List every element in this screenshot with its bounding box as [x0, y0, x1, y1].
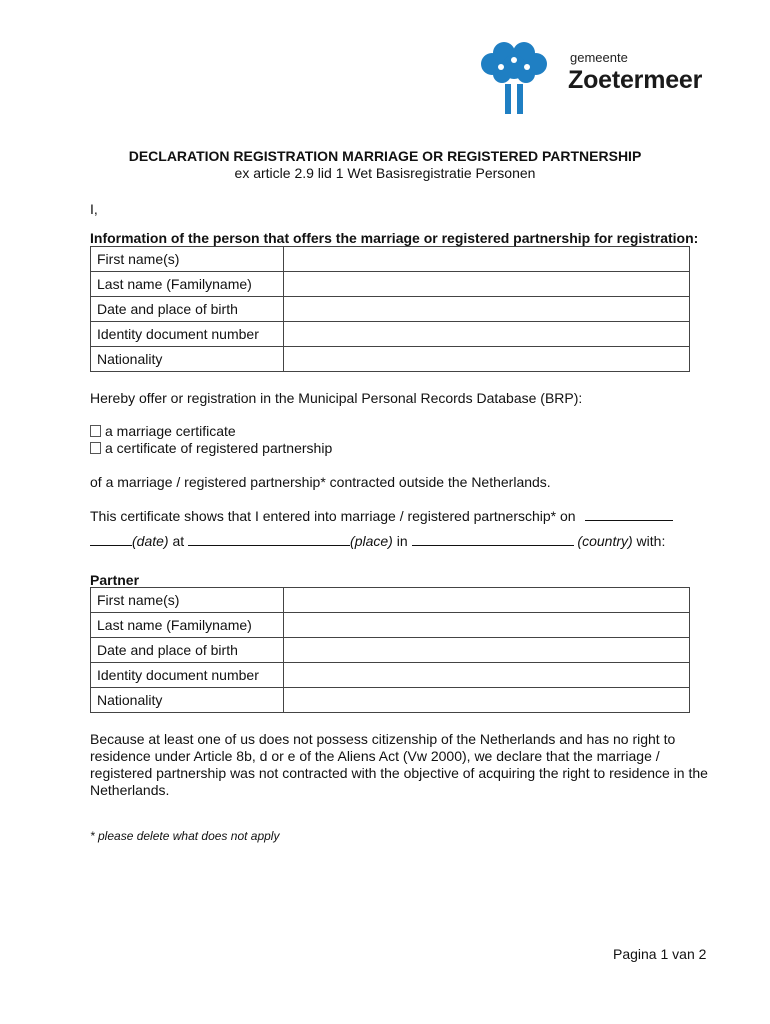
table-row: [91, 688, 690, 713]
row-label: Date and place of birth: [91, 297, 284, 322]
row-label: First name(s): [91, 247, 284, 272]
table-row: [91, 613, 690, 638]
footnote: * please delete what does not apply: [90, 829, 280, 843]
row-label: Identity document number: [91, 322, 284, 347]
table-row: [91, 588, 690, 613]
partner-first-name-field[interactable]: [284, 588, 690, 613]
country-field[interactable]: [412, 532, 574, 546]
in-text: in: [396, 533, 408, 549]
row-label: Nationality: [91, 347, 284, 372]
table-row: [91, 247, 690, 272]
brand-name: Zoetermeer: [568, 66, 703, 94]
partner-info-table: [90, 587, 690, 713]
option-label: a marriage certificate: [105, 423, 236, 439]
row-label: Last name (Familyname): [91, 613, 284, 638]
option-partnership-certificate[interactable]: [90, 440, 332, 457]
date-blank[interactable]: [90, 532, 132, 546]
table-row: [91, 297, 690, 322]
partner-section-heading: Partner: [90, 572, 140, 588]
at-text: at: [172, 533, 185, 549]
person-info-table: [90, 246, 690, 372]
partner-nationality-field[interactable]: [284, 688, 690, 713]
row-label: Date and place of birth: [91, 638, 284, 663]
document-title: DECLARATION REGISTRATION MARRIAGE OR REGISTERED PARTNERSHIP: [128, 148, 642, 164]
table-row: [91, 638, 690, 663]
person-section-heading: Information of the person that offers the marriage or registered partnership for registration:: [90, 230, 699, 246]
checkbox[interactable]: [90, 442, 101, 454]
birth-date-place-field[interactable]: [284, 297, 690, 322]
row-label: Identity document number: [91, 663, 284, 688]
last-name-field[interactable]: [284, 272, 690, 297]
row-label: Nationality: [91, 688, 284, 713]
nationality-field[interactable]: [284, 347, 690, 372]
contracted-text: of a marriage / registered partnership* contracted outside the Netherlands.: [90, 474, 551, 490]
declaration-text: Because at least one of us does not possess citizenship of the Netherlands and has no right to residence under Article 8b, d or e of the Aliens Act (Vw 2000), we declare that the marriage / registered partnership was not contracted with the objective of acquiring the right to residence in the Netherlands.: [90, 731, 708, 798]
place-label: (place): [350, 533, 393, 549]
page-number: Pagina 1 van 2: [613, 946, 707, 962]
offer-text: Hereby offer or registration in the Municipal Personal Records Database (BRP):: [90, 390, 583, 406]
zoetermeer-tree-logo-icon: [478, 40, 550, 116]
marriage-date-field[interactable]: [585, 507, 673, 521]
option-marriage-certificate[interactable]: [90, 423, 236, 440]
table-row: [91, 322, 690, 347]
row-label: Last name (Familyname): [91, 272, 284, 297]
document-subtitle: ex article 2.9 lid 1 Wet Basisregistratie Personen: [234, 165, 536, 181]
certificate-text: This certificate shows that I entered into marriage / registered partnerschip* on: [90, 508, 576, 524]
row-label: First name(s): [91, 588, 284, 613]
table-row: [91, 663, 690, 688]
partner-last-name-field[interactable]: [284, 613, 690, 638]
certificate-line-2: [90, 532, 665, 550]
country-label: (country): [577, 533, 633, 549]
table-row: [91, 347, 690, 372]
first-name-field[interactable]: [284, 247, 690, 272]
with-text: with:: [636, 533, 666, 549]
date-label: (date): [132, 533, 169, 549]
option-label: a certificate of registered partnership: [105, 440, 333, 456]
certificate-line-1: [90, 507, 673, 525]
identity-document-field[interactable]: [284, 322, 690, 347]
checkbox[interactable]: [90, 425, 101, 437]
partner-birth-date-place-field[interactable]: [284, 638, 690, 663]
partner-identity-document-field[interactable]: [284, 663, 690, 688]
table-row: [91, 272, 690, 297]
intro-text: I,: [90, 201, 98, 217]
brand-small-text: gemeente: [570, 50, 628, 65]
place-field[interactable]: [188, 532, 350, 546]
